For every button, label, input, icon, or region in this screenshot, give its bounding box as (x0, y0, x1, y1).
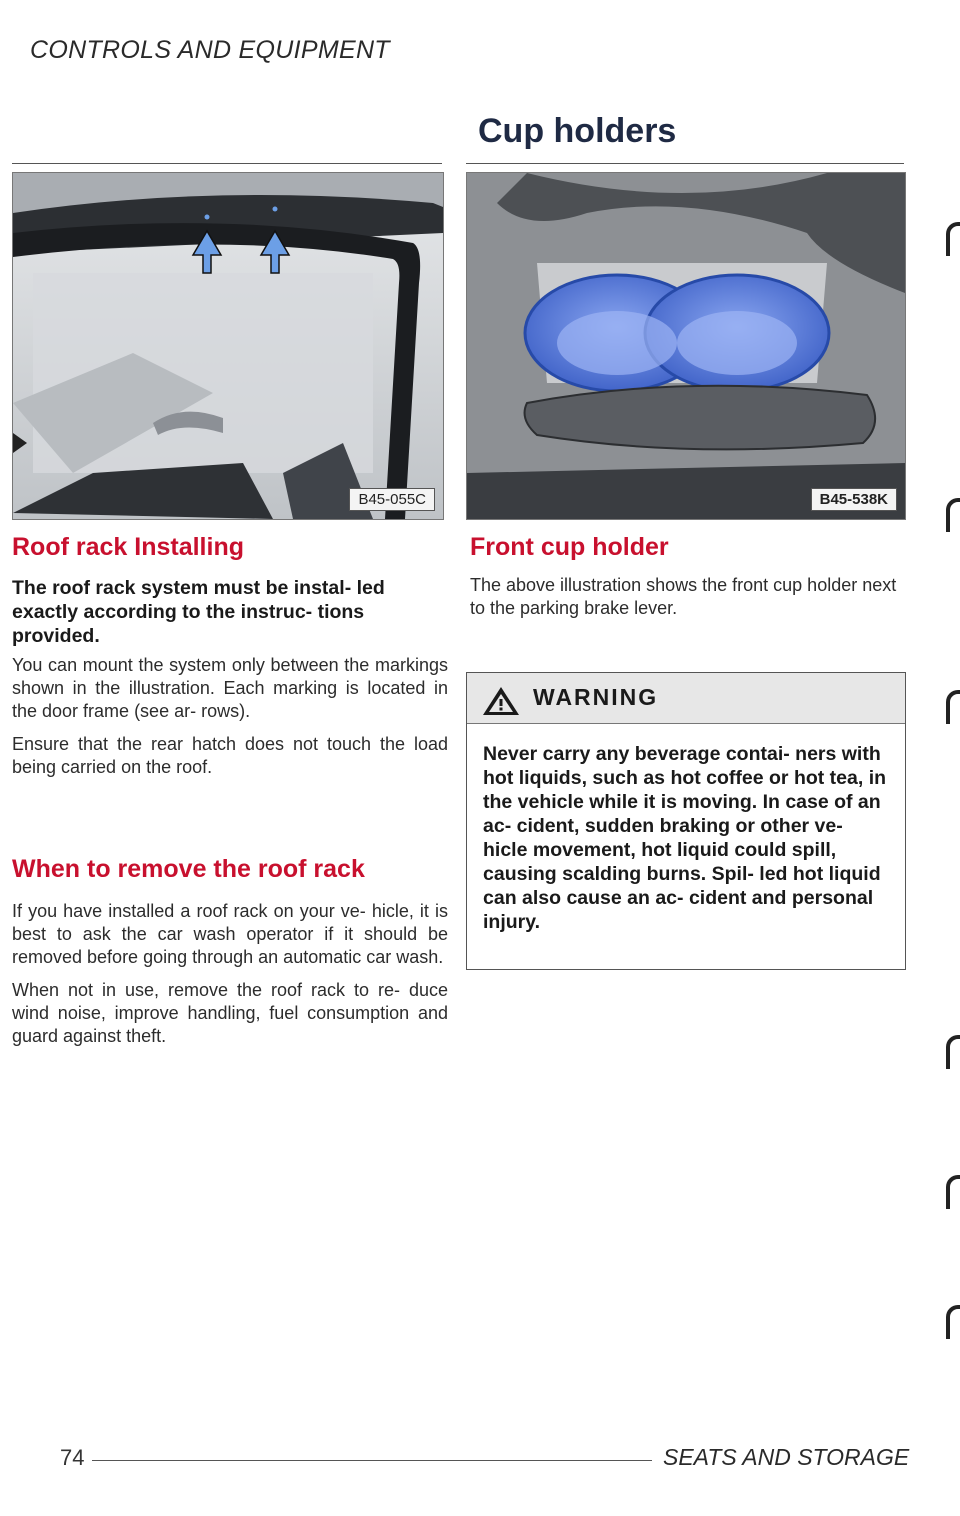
running-footer: SEATS AND STORAGE (663, 1444, 910, 1470)
warning-text: Never carry any beverage contai- ners with hot liquids, such as hot coffee or hot tea, in the vehicle while it is moving. In case of an ac- cident, sudden braking or other ve- hicle movement, hot liquid could spill, causing scalding burns. Spil- led hot liquid can also cause an ac- cident and personal injury. (483, 743, 887, 933)
footer-rule (92, 1460, 652, 1461)
cup-holder-illustration (467, 173, 905, 519)
page-number: 74 (60, 1445, 85, 1470)
figure-code: B45-055C (349, 488, 435, 511)
roof-rack-heading: Roof rack Installing (12, 533, 244, 561)
section-title: Cup holders (478, 112, 677, 150)
front-cup-holder-body: The above illustration shows the front cup holder next to the parking brake lever. (470, 575, 897, 618)
paragraph: When not in use, remove the roof rack to re- duce wind noise, improve handling, fuel consumption and guard against theft. (12, 980, 448, 1046)
page-edge-tab (946, 1175, 960, 1209)
right-rule (466, 163, 904, 164)
left-rule (12, 163, 442, 164)
figure-code: B45-538K (811, 488, 897, 511)
front-cup-holder-heading: Front cup holder (470, 533, 669, 561)
remove-roof-rack-heading: When to remove the roof rack (12, 855, 365, 883)
roof-rack-body (12, 654, 448, 789)
page-edge-tab (946, 498, 960, 532)
paragraph: You can mount the system only between the markings shown in the illustration. Each marking is located in the door frame (see ar- rows). (12, 655, 448, 721)
page-edge-tab (946, 1035, 960, 1069)
roof-rack-lead: The roof rack system must be instal- led exactly according to the instruc- tions provided. (12, 577, 385, 647)
page-edge-tab (946, 222, 960, 256)
paragraph: Ensure that the rear hatch does not touch the load being carried on the roof. (12, 734, 448, 777)
warning-header (467, 673, 905, 724)
page-edge-tab (946, 690, 960, 724)
warning-triangle-icon (481, 685, 521, 717)
roof-rack-figure (12, 172, 444, 520)
paragraph: If you have installed a roof rack on your ve- hicle, it is best to ask the car wash operator if it should be removed before going through an automatic car wash. (12, 901, 448, 967)
roof-rack-illustration (13, 173, 443, 519)
page-edge-tab (946, 1305, 960, 1339)
running-header: CONTROLS AND EQUIPMENT (30, 36, 390, 64)
warning-title: WARNING (533, 684, 659, 710)
cup-holder-figure (466, 172, 906, 520)
remove-roof-rack-body (12, 900, 448, 1058)
warning-box (466, 672, 906, 970)
